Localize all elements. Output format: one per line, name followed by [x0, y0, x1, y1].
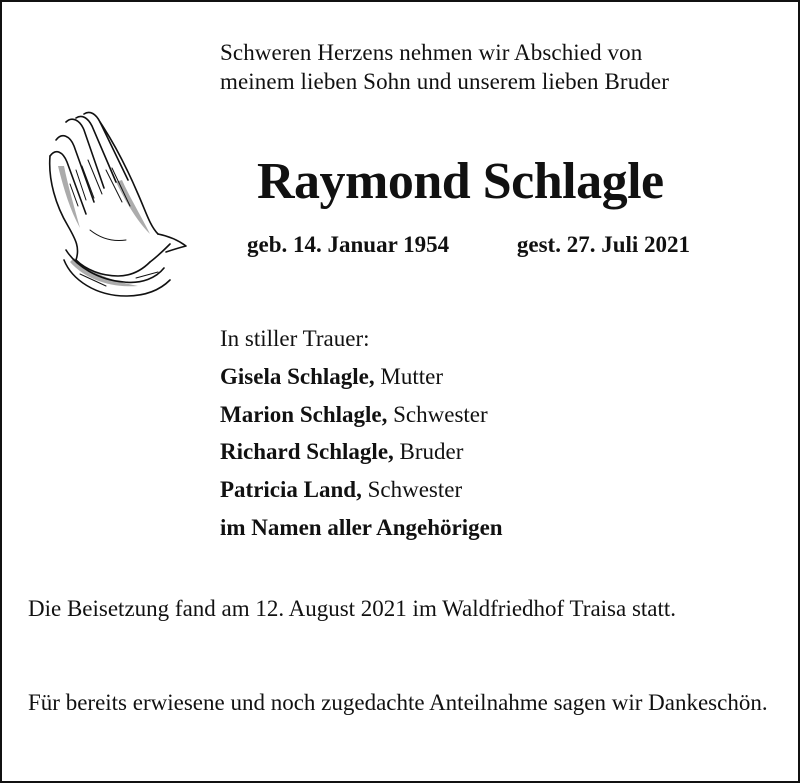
praying-hands-icon — [46, 110, 196, 300]
deceased-name: Raymond Schlagle — [257, 153, 664, 210]
mourners-heading: In stiller Trauer: — [220, 326, 370, 351]
mourner-row — [220, 396, 503, 434]
mourner-row — [220, 471, 503, 509]
mourner-name: Richard Schlagle, — [220, 439, 394, 465]
mourner-row — [220, 358, 503, 396]
thanks-paragraph: Für bereits erwiesene und noch zugedachte Anteilnahme sagen wir Dankeschön. — [28, 690, 768, 715]
burial-paragraph: Die Beisetzung fand am 12. August 2021 im Waldfriedhof Traisa statt. — [28, 596, 677, 621]
mourner-relation: Schwester — [367, 477, 463, 503]
mourner-name: Marion Schlagle, — [220, 401, 388, 427]
mourner-row — [220, 433, 503, 471]
intro-line-2: meinem lieben Sohn und unserem lieben Bruder — [220, 69, 669, 94]
mourner-relation: Bruder — [399, 439, 464, 465]
death-date: gest. 27. Juli 2021 — [516, 232, 691, 257]
mourner-relation: Schwester — [393, 401, 488, 427]
life-dates — [247, 232, 690, 258]
mourners-block — [220, 320, 503, 547]
intro-text — [220, 38, 669, 96]
mourner-name: Patricia Land, — [220, 477, 362, 503]
mourner-relation: Mutter — [380, 363, 443, 389]
mourners-closing: im Namen aller Angehörigen — [220, 514, 503, 540]
mourner-name: Gisela Schlagle, — [220, 363, 375, 389]
birth-date: geb. 14. Januar 1954 — [247, 232, 450, 257]
intro-line-1: Schweren Herzens nehmen wir Abschied von — [220, 40, 643, 65]
